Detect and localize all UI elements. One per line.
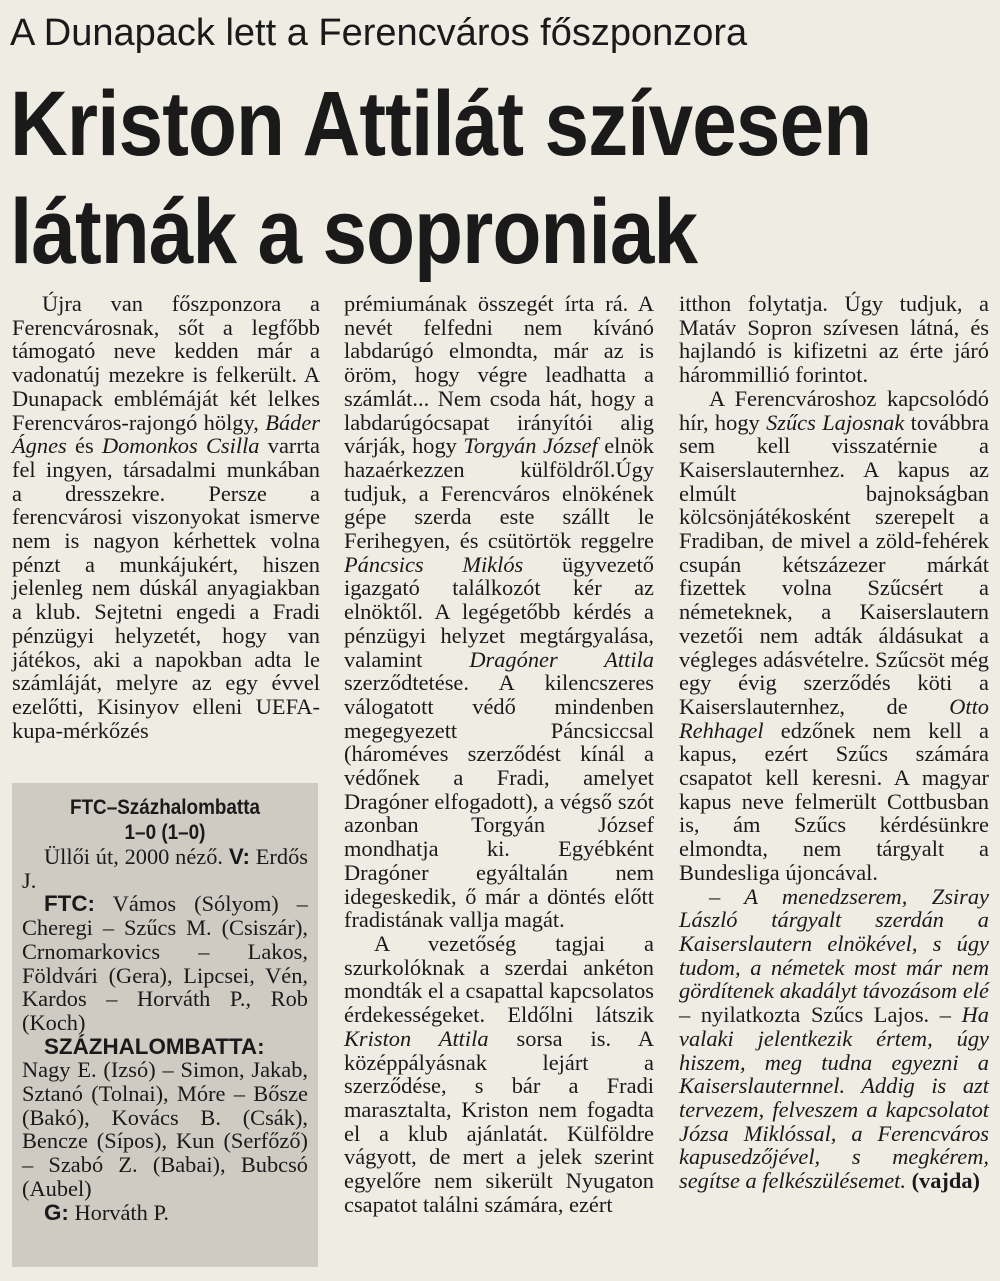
paragraph: [679, 387, 989, 885]
ftc-lineup: [22, 892, 308, 1034]
paragraph: [12, 292, 320, 742]
person-name: Szűcs Lajosnak: [766, 409, 905, 435]
person-name: Domonkos Csilla: [101, 433, 260, 459]
headline: [10, 70, 872, 286]
person-name: Dragóner Attila: [469, 646, 654, 672]
text: A vezetőség tagjai a szurkolóknak a szerdai ankéton mondták el a csapattal kapcsolatos érdekességeket. Eldőlni látszik: [344, 930, 654, 1028]
match-title: FTC–Százhalombatta: [69, 796, 261, 819]
person-name: Kriston Attila: [344, 1025, 489, 1051]
text: ügyvezető igazgató találkozót kér az elnöktől. A legégetőbb kérdés a pénzügyi helyzet megtárgyalása, valamint: [344, 551, 654, 672]
person-name: Torgyán József: [463, 433, 598, 459]
person-name: Páncsics Miklós: [344, 551, 524, 577]
headline-line-1: Kriston Attilát szívesen: [10, 73, 872, 175]
lineup: Nagy E. (Izsó) – Simon, Jakab, Sztanó (Tolnai), Móre – Bősze (Bakó), Kovács B. (Csák), Bencze (Sípos), Kun (Serfőző) – Szabó Z. (Babai), Bubcsó (Aubel): [22, 1057, 308, 1201]
text: és: [66, 433, 102, 459]
paragraph: [679, 885, 989, 1193]
text: prémiumának összegét írta rá. A nevét felfedni nem kívánó labdarúgó elmondta, már az is öröm, hogy végre leadhatta a számlát... Nem csoda hát, hogy a labdarúgócsapat irányítói alig várják, hogy: [344, 291, 654, 459]
goal-label: G:: [44, 1199, 69, 1225]
paragraph: [344, 292, 654, 932]
text: továbbra sem kell visszatérnie a Kaiserslauternhez. A kapus az elmúlt bajnokságban kölcsönjátékosként szerepelt a Fradiban, de mivel a zöld-fehérek csupán kétszázezer márkát fizettek volna Szűcsért a németeknek, a Kaiserslautern vezetői nem adták áldásukat a végleges adásvételre. Szűcsöt még egy évig szerződés köti a Kaiserslauternhez, de: [679, 409, 989, 719]
text: elnök hazaérkezzen külföldről.Úgy tudjuk, a Ferencváros elnökének gépe szerda este szállt le Ferihegyen, és csütörtök reggelre: [344, 433, 654, 554]
team-label: SZÁZHALOMBATTA:: [44, 1033, 265, 1059]
article-column-3: [679, 292, 989, 1193]
goal-scorer: [22, 1201, 308, 1225]
referee-label: V:: [228, 844, 250, 869]
text: edzőnek nem kell a kapus, ezért Szűcs számára csapatot kell keresni. A magyar kapus neve felmerült Cottbusban is, ám Szűcs kérdésünkre elmondta, nem tárgyalt a Bundesliga újoncával.: [679, 717, 989, 885]
lineup: Vámos (Sólyom) – Cheregi – Szűcs M. (Csiszár), Crnomarkovics – Lakos, Földvári (Gera), Lipcsei, Vén, Kardos – Horváth P., Rob (Koch): [22, 891, 308, 1035]
person-name: Báder Ágnes: [12, 409, 320, 459]
match-venue: [22, 845, 308, 892]
text: A Ferencvároshoz kapcsolódó hír, hogy: [679, 385, 989, 435]
kicker: A Dunapack lett a Ferencváros főszponzora: [10, 12, 748, 54]
team-label: FTC:: [44, 891, 95, 917]
headline-line-2: látnák a soproniak: [10, 181, 698, 283]
match-result-box: [12, 783, 318, 1267]
quote: – Ha valaki jelentkezik értem, úgy hiszem, meg tudna egyezni a Kaiserslauternnel. Addig is azt tervezem, felveszem a kapcsolatot Józsa Miklóssal, a Ferencváros kapusedzőjével, s megkérem, segítse a felkészülésemet.: [679, 1002, 989, 1194]
text: sorsa is. A középpályásnak lejárt a szerződése, s bár a Fradi marasztalta, Kriston nem fogadta el a klub ajánlatát. Külföldre vágyott, de mert a jelek szerint egyelőre nem sikerült Nyugaton csapatot találni számára, ezért: [344, 1025, 654, 1217]
goal: Horváth P.: [68, 1199, 170, 1225]
szb-lineup: [22, 1035, 308, 1201]
person-name: Otto Rehhagel: [679, 693, 989, 743]
author-signature: (vajda): [911, 1168, 980, 1194]
text: Újra van főszponzora a Ferencvárosnak, sőt a legfőbb támogató neve kedden már a vadonatúj mezekre is felkerült. A Dunapack emblémáját két lelkes Ferencváros-rajongó hölgy,: [12, 291, 320, 435]
referee: Erdős J.: [22, 844, 308, 893]
quote: – A menedzserem, Zsiray László tárgyalt szerdán a Kaiserslautern elnökével, s úgy tudom, a németek most már nem gördítenek akadályt távozásom elé: [679, 883, 989, 1004]
article-column-2: [344, 292, 654, 1216]
paragraph: itthon folytatja. Úgy tudjuk, a Matáv Sopron szívesen látná, és hajlandó is kifizetni az érte járó hárommillió forintot.: [679, 291, 989, 388]
text: – nyilatkozta Szűcs Lajos.: [679, 1002, 940, 1028]
text: szerződtetése. A kilencszeres válogatott védő mindenben megegyezett Páncsiccsal (hároméves szerződést kínál a védőnek a Fradi, amelyet Dragóner elfogadott), a végső szót azonban Torgyán József mondhatja ki. Egyébként Dragóner egyáltalán nem idegeskedik, ő már a döntés előtt fradistának vallja magát.: [344, 670, 654, 933]
article-column-1: [12, 292, 320, 742]
match-score: 1–0 (1–0): [124, 821, 206, 844]
paragraph: [344, 932, 654, 1216]
venue: Üllői út, 2000 néző.: [44, 844, 224, 869]
text: varrta fel ingyen, társadalmi munkában a dresszekre. Persze a ferencvárosi viszonyokat ismerve nem is nagyon kérhettek volna pénzt a munkájukért, hiszen jelenleg nem dúskál anyagiakban a klub. Sejtetni engedi a Fradi pénzügyi helyzetét, hogy van játékos, aki a napokban adta le számláját, melyre az egy évvel ezelőtti, Kisinyov elleni UEFA-kupa-mérkőzés: [12, 433, 320, 743]
